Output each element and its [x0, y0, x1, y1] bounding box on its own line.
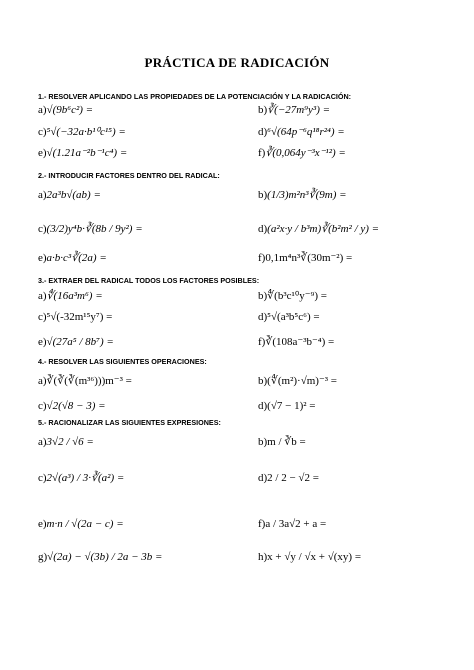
- expression: √2(√8 − 3) =: [46, 400, 106, 412]
- label: b): [258, 290, 268, 302]
- exercise-5c: [38, 472, 124, 485]
- exercise-2f: [258, 252, 352, 265]
- label: e): [38, 252, 47, 264]
- expression: 0,1m⁴n³∛(30m⁻²) =: [265, 252, 353, 264]
- exercise-3a: [38, 290, 103, 303]
- exercise-2b: [258, 189, 347, 202]
- label: b): [258, 189, 268, 201]
- label: c): [38, 311, 47, 323]
- expression: ∛(0,064y⁻³x⁻¹²) =: [265, 147, 346, 159]
- expression: a / 3a√2 + a =: [265, 518, 327, 530]
- exercise-2a: [38, 189, 101, 202]
- label: c): [38, 223, 47, 235]
- expression: ⁵√(−32a·b¹⁰c¹⁵) =: [46, 126, 126, 138]
- label: f): [258, 518, 266, 530]
- exercise-1a: [38, 104, 93, 117]
- label: d): [258, 472, 268, 484]
- expression: 3√2 / √6 =: [46, 436, 94, 448]
- expression: (3/2)y⁴b·∛(8b / 9y²) =: [46, 223, 143, 235]
- expression: √(1.21a⁻²b⁻¹c⁴) =: [46, 147, 128, 159]
- label: d): [258, 400, 268, 412]
- expression: √(27a⁵ / 8b⁷) =: [46, 336, 114, 348]
- label: e): [38, 147, 47, 159]
- exercise-3c: [38, 311, 112, 324]
- exercise-2e: [38, 252, 107, 265]
- exercise-2d: [258, 223, 379, 236]
- exercise-4b: [258, 375, 337, 388]
- exercise-4d: [258, 400, 316, 413]
- exercise-5b: [258, 436, 306, 449]
- expression: (√7 − 1)² =: [267, 400, 316, 412]
- exercise-5f: [258, 518, 326, 531]
- label: a): [38, 290, 47, 302]
- exercise-1b: [258, 104, 330, 117]
- expression: a·b·c³∛(2a) =: [46, 252, 107, 264]
- expression: 2a³b√(ab) =: [46, 189, 101, 201]
- expression: ⁵√(-32m¹⁵y⁷) =: [46, 311, 113, 323]
- label: f): [258, 147, 266, 159]
- label: c): [38, 400, 47, 412]
- expression: ∛(∛(∛(m³⁶)))m⁻³ =: [46, 375, 132, 387]
- expression: √(9b⁶c²) =: [46, 104, 94, 116]
- expression: ∜(b³c¹⁰y⁻⁹) =: [267, 290, 327, 302]
- expression: x + √y / √x + √(xy) =: [267, 551, 362, 563]
- label: f): [258, 336, 266, 348]
- exercise-5g: [38, 551, 162, 564]
- label: b): [258, 104, 268, 116]
- expression: ⁶√(64p⁻⁶q¹⁸r²⁴) =: [267, 126, 345, 138]
- exercise-5h: [258, 551, 361, 564]
- label: a): [38, 375, 47, 387]
- label: a): [38, 104, 47, 116]
- exercise-1d: [258, 126, 345, 139]
- label: c): [38, 472, 47, 484]
- label: a): [38, 189, 47, 201]
- expression: 2√(a³) / 3·∛(a²) =: [46, 472, 125, 484]
- section-1-heading: 1.- RESOLVER APLICANDO LAS PROPIEDADES DE LA POTENCIACIÓN Y LA RADICACIÓN:: [38, 92, 352, 101]
- exercise-3e: [38, 336, 114, 349]
- expression: 2 / 2 − √2 =: [267, 472, 319, 484]
- expression: ∛(−27m⁹y³) =: [267, 104, 331, 116]
- exercise-3d: [258, 311, 320, 324]
- expression: m / ∛b =: [267, 436, 306, 448]
- exercise-2c: [38, 223, 143, 236]
- section-2-heading: 2.- INTRODUCIR FACTORES DENTRO DEL RADICAL:: [38, 171, 220, 180]
- section-4-heading: 4.- RESOLVER LAS SIGUIENTES OPERACIONES:: [38, 357, 207, 366]
- exercise-1e: [38, 147, 127, 160]
- expression: m·n / √(2a − c) =: [46, 518, 124, 530]
- expression: ∜(16a³m⁶) =: [46, 290, 103, 302]
- label: e): [38, 336, 47, 348]
- exercise-4a: [38, 375, 132, 388]
- label: b): [258, 436, 268, 448]
- section-5-heading: 5.- RACIONALIZAR LAS SIGUIENTES EXPRESIONES:: [38, 418, 221, 427]
- exercise-5e: [38, 518, 124, 531]
- section-3-heading: 3.- EXTRAER DEL RADICAL TODOS LOS FACTORES POSIBLES:: [38, 276, 260, 285]
- expression: ⁵√(a³b⁵c⁶) =: [267, 311, 320, 323]
- exercise-4c: [38, 400, 106, 413]
- label: d): [258, 311, 268, 323]
- label: f): [258, 252, 266, 264]
- label: a): [38, 436, 47, 448]
- label: h): [258, 551, 268, 563]
- expression: (∜(m²)·√m)⁻³ =: [267, 375, 338, 387]
- exercise-5d: [258, 472, 319, 485]
- expression: (1/3)m²n³∛(9m) =: [267, 189, 347, 201]
- page-title: PRÁCTICA DE RADICACIÓN: [144, 55, 330, 70]
- label: e): [38, 518, 47, 530]
- label: g): [38, 551, 48, 563]
- expression: (a²x·y / b³m)∛(b²m² / y) =: [267, 223, 380, 235]
- exercise-1c: [38, 126, 126, 139]
- label: c): [38, 126, 47, 138]
- exercise-3b: [258, 290, 327, 303]
- expression: ∛(108a⁻³b⁻⁴) =: [265, 336, 335, 348]
- label: d): [258, 126, 268, 138]
- label: d): [258, 223, 268, 235]
- expression: √(2a) − √(3b) / 2a − 3b =: [47, 551, 163, 563]
- exercise-3f: [258, 336, 334, 349]
- exercise-5a: [38, 436, 94, 449]
- label: b): [258, 375, 268, 387]
- exercise-1f: [258, 147, 346, 160]
